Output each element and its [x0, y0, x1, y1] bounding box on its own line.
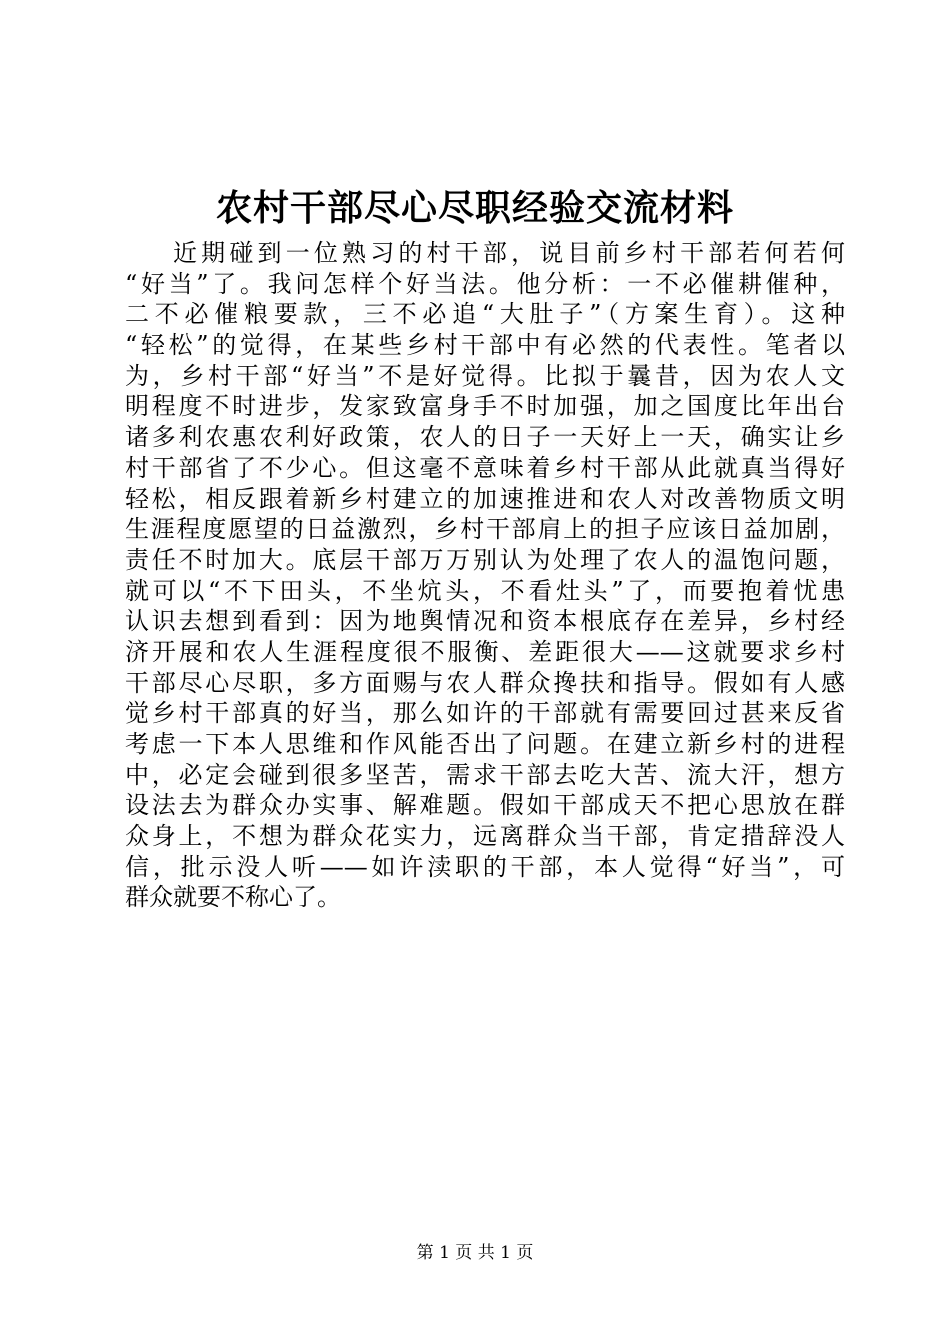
paragraph-line: 责任不时加大。底层干部万万别认为处理了农人的温饱问题，	[125, 545, 845, 574]
paragraph-line: 村干部省了不少心。但这毫不意味着乡村干部从此就真当得好	[125, 453, 845, 482]
page-number-footer: 第 1 页 共 1 页	[416, 1243, 534, 1263]
paragraph-line: “好当”了。我问怎样个好当法。他分析：一不必催耕催种，	[125, 269, 845, 298]
paragraph-line: 众身上，不想为群众花实力，远离群众当干部，肯定措辞没人	[125, 822, 845, 851]
paragraph-line: 信，批示没人听——如许渎职的干部，本人觉得“好当”，可	[125, 852, 845, 881]
paragraph-line: 明程度不时进步，发家致富身手不时加强，加之国度比年出台	[125, 392, 845, 421]
paragraph-line: 觉乡村干部真的好当，那么如许的干部就有需要回过甚来反省	[125, 699, 845, 728]
paragraph-line: 考虑一下本人思维和作风能否出了问题。在建立新乡村的进程	[125, 730, 845, 758]
document-title: 农村干部尽心尽职经验交流材料	[215, 187, 734, 229]
paragraph-line: 济开展和农人生涯程度很不服衡、差距很大——这就要求乡村	[125, 637, 845, 666]
paragraph-line: 诸多利农惠农利好政策，农人的日子一天好上一天，确实让乡	[125, 423, 845, 452]
paragraph-line: 群众就要不称心了。	[125, 883, 341, 912]
paragraph-line: “轻松”的觉得，在某些乡村干部中有必然的代表性。笔者以	[125, 331, 845, 360]
paragraph-line: 就可以“不下田头，不坐炕头，不看灶头”了，而要抱着忧患	[125, 576, 845, 605]
paragraph-line: 干部尽心尽职，多方面赐与农人群众搀扶和指导。假如有人感	[125, 668, 845, 697]
paragraph-line: 生涯程度愿望的日益激烈，乡村干部肩上的担子应该日益加剧，	[125, 515, 845, 544]
paragraph-line: 轻松，相反跟着新乡村建立的加速推进和农人对改善物质文明	[125, 484, 845, 513]
paragraph-line: 中，必定会碰到很多坚苦，需求干部去吃大苦、流大汗，想方	[125, 760, 845, 789]
paragraph-line: 设法去为群众办实事、解难题。假如干部成天不把心思放在群	[125, 791, 845, 820]
paragraph-line: 近期碰到一位熟习的村干部，说目前乡村干部若何若何	[173, 239, 845, 267]
body-paragraph	[125, 238, 845, 913]
paragraph-line: 二不必催粮要款，三不必追“大肚子”（方案生育）。这种	[125, 300, 845, 329]
paragraph-line: 认识去想到看到：因为地舆情况和资本根底存在差异，乡村经	[125, 607, 845, 636]
paragraph-line: 为，乡村干部“好当”不是好觉得。比拟于曩昔，因为农人文	[125, 361, 845, 390]
